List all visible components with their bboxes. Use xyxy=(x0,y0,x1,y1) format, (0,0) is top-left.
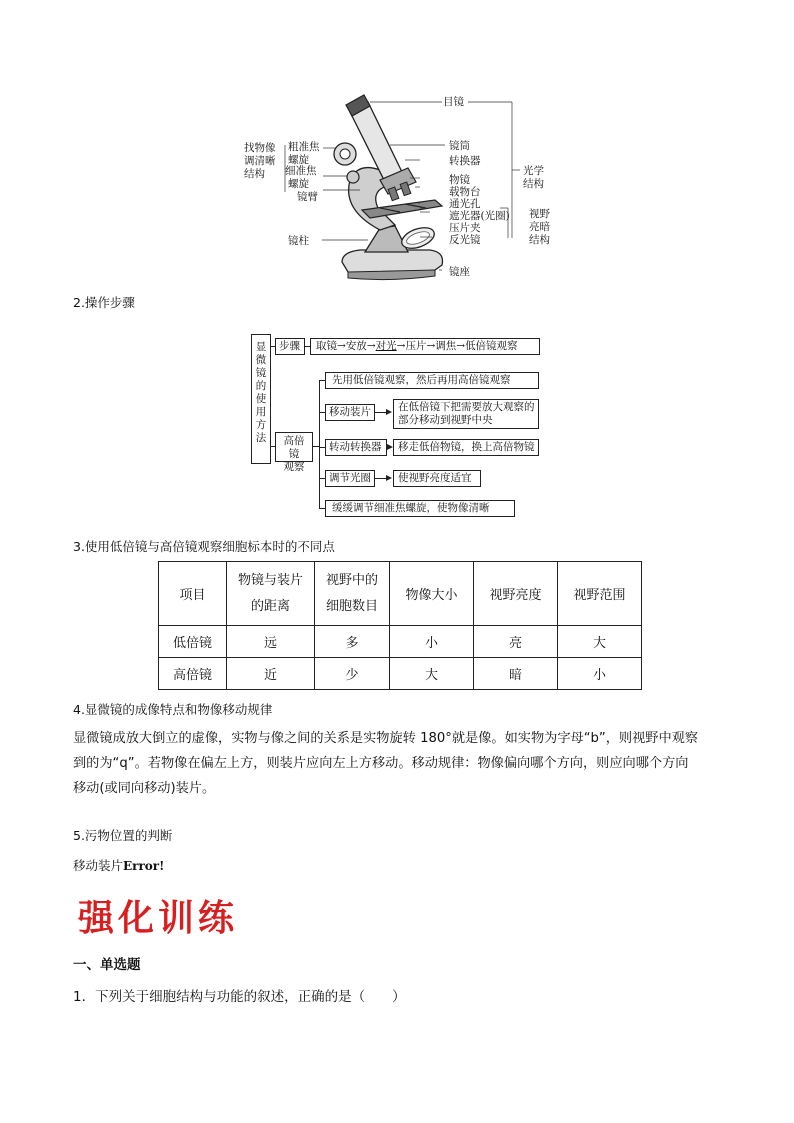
paragraph-line: 移动(或同向移动)装片。 xyxy=(73,781,216,796)
header-cell-count: 视野中的 细胞数目 xyxy=(315,562,390,626)
section-4-paragraph xyxy=(73,726,733,801)
label-aperture: 通光孔 xyxy=(449,198,481,210)
label-pillar: 镜柱 xyxy=(288,235,309,247)
table-cell: 暗 xyxy=(474,658,558,690)
header-item: 项目 xyxy=(159,562,227,626)
part-1-title: 一、单选题 xyxy=(73,957,141,973)
label-clip: 压片夹 xyxy=(449,222,481,234)
step-5: 调焦 xyxy=(435,340,457,352)
label-coarse-2: 螺旋 xyxy=(288,154,309,166)
label-arm: 镜臂 xyxy=(297,191,318,203)
label-field-2: 亮暗 xyxy=(529,221,550,233)
table-cell: 大 xyxy=(390,658,474,690)
flow-high-label: 高倍镜 观察 xyxy=(275,432,313,462)
flow-steps-sequence: 取镜→安放→对光→压片→调焦→低倍镜观察 xyxy=(310,338,540,355)
training-title: 强化训练 xyxy=(78,897,239,939)
field-error: Error! xyxy=(123,859,165,873)
flow-turn-label: 转动转换器 xyxy=(325,439,387,456)
section-3-title: 3.使用低倍镜与高倍镜观察细胞标本时的不同点 xyxy=(73,539,335,554)
table-header-row xyxy=(159,562,642,626)
label-find-3: 结构 xyxy=(244,168,265,180)
label-stage: 载物台 xyxy=(449,186,481,198)
header-image-size: 物像大小 xyxy=(390,562,474,626)
section-5-line: 移动装片Error! xyxy=(73,858,165,873)
table-cell: 高倍镜 xyxy=(159,658,227,690)
flow-root: 显微镜的使用方法 xyxy=(251,334,271,464)
table-cell: 低倍镜 xyxy=(159,626,227,658)
paragraph-line: 显微镜成放大倒立的虚像，实物与像之间的关系是实物旋转 180°就是像。如实物为字母“b”，则视野中观察 xyxy=(73,731,699,746)
table-cell: 小 xyxy=(558,658,642,690)
label-objective: 物镜 xyxy=(449,174,470,186)
label-find-2: 调清晰 xyxy=(244,155,276,167)
label-field-1: 视野 xyxy=(529,208,550,220)
step-2: 安放 xyxy=(345,340,367,352)
paragraph-line: 到的为“q”。若物像在偏左上方，则装片应向左上方移动。移动规律：物像偏向哪个方向，则应向哪个方向 xyxy=(73,756,689,771)
label-field-3: 结构 xyxy=(529,234,550,246)
header-distance: 物镜与装片 的距离 xyxy=(227,562,315,626)
flow-steps-label: 步骤 xyxy=(275,338,305,355)
label-converter: 转换器 xyxy=(449,155,481,167)
step-1: 取镜 xyxy=(316,340,337,352)
label-coarse-1: 粗准焦 xyxy=(288,141,320,153)
label-tube: 镜筒 xyxy=(449,140,470,152)
section-5-title: 5.污物位置的判断 xyxy=(73,828,173,843)
label-fine-1: 细准焦 xyxy=(285,165,317,177)
label-find-1: 找物像 xyxy=(244,142,276,154)
flow-first: 先用低倍镜观察，然后再用高倍镜观察 xyxy=(325,372,539,389)
header-range: 视野范围 xyxy=(558,562,642,626)
header-brightness: 视野亮度 xyxy=(474,562,558,626)
table-cell: 近 xyxy=(227,658,315,690)
section-4-title: 4.显微镜的成像特点和物像移动规律 xyxy=(73,702,273,717)
label-fine-2: 螺旋 xyxy=(288,178,309,190)
section-2-title: 2.操作步骤 xyxy=(73,295,135,310)
flow-move-label: 移动装片 xyxy=(325,404,375,421)
label-optical-1: 光学 xyxy=(523,165,544,177)
label-mirror: 反光镜 xyxy=(449,234,481,246)
label-eyepiece: 目镜 xyxy=(443,96,464,108)
comparison-table xyxy=(158,561,642,690)
flow-turn-desc: 移走低倍物镜，换上高倍物镜 xyxy=(393,439,539,456)
flow-fine-desc: 缓缓调节细准焦螺旋，使物像清晰 xyxy=(325,500,515,517)
table-cell: 大 xyxy=(558,626,642,658)
table-cell: 亮 xyxy=(474,626,558,658)
table-cell: 少 xyxy=(315,658,390,690)
table-cell: 远 xyxy=(227,626,315,658)
flow-adjust-label: 调节光圈 xyxy=(325,470,375,487)
label-diaphragm: 遮光器(光圈) xyxy=(449,210,510,222)
step-4: 压片 xyxy=(405,340,427,352)
table-row xyxy=(159,658,642,690)
flow-move-desc: 在低倍镜下把需要放大观察的 部分移动到视野中央 xyxy=(393,399,539,429)
table-cell: 多 xyxy=(315,626,390,658)
table-cell: 小 xyxy=(390,626,474,658)
question-1: 1．下列关于细胞结构与功能的叙述，正确的是（ ） xyxy=(73,989,406,1005)
step-6: 低倍镜观察 xyxy=(465,340,518,352)
label-base: 镜座 xyxy=(449,266,470,278)
label-optical-2: 结构 xyxy=(523,178,544,190)
flow-adjust-desc: 使视野亮度适宜 xyxy=(393,470,481,487)
step-3: 对光 xyxy=(375,340,397,352)
microscope-illustration xyxy=(230,90,570,285)
table-row xyxy=(159,626,642,658)
